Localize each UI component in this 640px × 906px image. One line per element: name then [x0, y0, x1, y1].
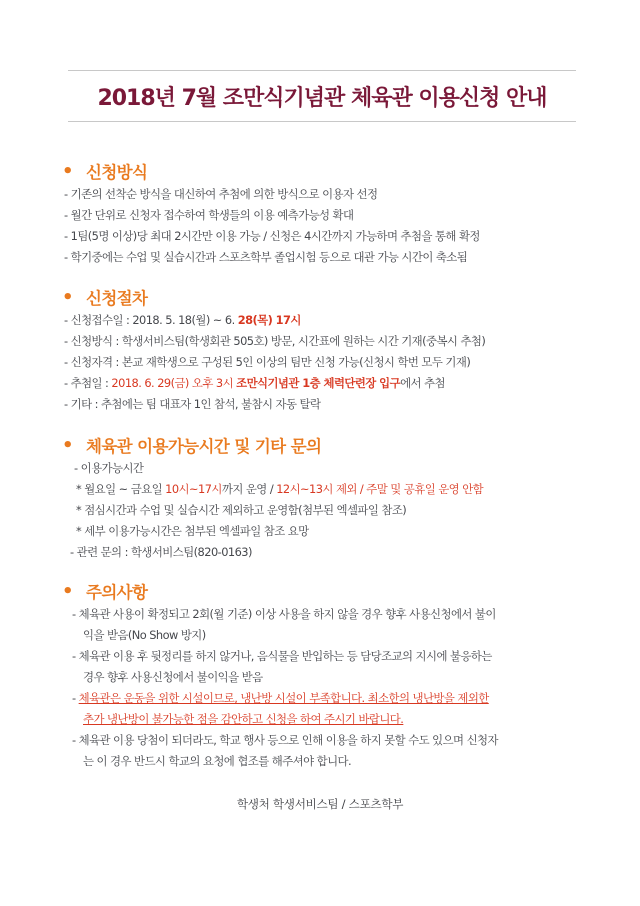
- section-body: [0, 604, 640, 772]
- bullet-dot-icon: •: [62, 434, 73, 456]
- footer-signature: 학생처 학생서비스팀 / 스포츠학부: [236, 797, 404, 811]
- bullet-dot-icon: •: [62, 580, 73, 602]
- list-item: - 학기중에는 수업 및 실습시간과 스포츠학부 졸업시험 등으로 대관 가능 시간이 축소됨: [64, 250, 468, 264]
- section-body: [0, 310, 640, 415]
- hvac-notice: 체육관은 운동을 위한 시설이므로, 냉난방 시설이 부족합니다. 최소한의 냉난방을 제외한: [78, 691, 489, 705]
- draw-location: 조만식기념관 1층 체력단련장 입구: [236, 376, 401, 390]
- section-heading: [0, 578, 640, 604]
- draw-suffix: 에서 추첨: [400, 376, 445, 390]
- list-item: [64, 310, 640, 331]
- section-body: [0, 184, 640, 268]
- list-item: [72, 688, 640, 709]
- list-item: * 점심시간과 수업 및 실습시간 제외하고 운영함(첨부된 엑셀파일 참조): [76, 503, 407, 517]
- bullet-dot-icon: •: [62, 160, 73, 182]
- list-dash: -: [72, 691, 79, 705]
- section-available-hours: [0, 432, 640, 563]
- section-heading-text: 주의사항: [86, 583, 148, 602]
- list-item-continuation: 익을 받음(No Show 방지): [83, 628, 206, 642]
- list-item: - 체육관 이용 후 뒷정리를 하지 않거나, 음식물을 반입하는 등 담당조교의 지시에 불응하는: [72, 649, 492, 663]
- list-item: - 체육관 이용 당첨이 되더라도, 학교 행사 등으로 인해 이용을 하지 못할 수도 있으며 신청자: [72, 733, 498, 747]
- list-item: - 1팀(5명 이상)당 최대 2시간만 이용 가능 / 신청은 4시간까지 가능하며 추첨을 통해 확정: [64, 229, 480, 243]
- section-body: [0, 458, 640, 563]
- draw-date-label: - 추첨일 :: [64, 376, 112, 390]
- operating-hours: 10시~17시: [165, 482, 222, 496]
- draw-date: 2018. 6. 29(금) 오후 3시: [111, 376, 237, 390]
- section-application-method: [0, 158, 640, 268]
- list-item-continuation: 경우 향후 사용신청에서 불이익을 받음: [83, 670, 263, 684]
- list-item: - 신청자격 : 본교 재학생으로 구성된 5인 이상의 팀만 신청 가능(신청시 학번 모두 기재): [64, 355, 471, 369]
- section-precautions: [0, 578, 640, 772]
- list-item: - 월간 단위로 신청자 접수하여 학생들의 이용 예측가능성 확대: [64, 208, 354, 222]
- list-item-continuation: 는 이 경우 반드시 학교의 요청에 협조를 해주셔야 합니다.: [83, 754, 352, 768]
- hvac-notice-continued: 추가 냉난방이 불가능한 점을 감안하고 신청을 하여 주시기 바랍니다.: [83, 712, 404, 726]
- list-item: - 체육관 사용이 확정되고 2회(월 기준) 이상 사용을 하지 않을 경우 향후 사용신청에서 불이: [72, 607, 496, 621]
- closed-hours: 12시~13시 제외 / 주말 및 공휴일 운영 안함: [276, 482, 484, 496]
- section-heading-text: 체육관 이용가능시간 및 기타 문의: [86, 437, 322, 456]
- section-heading-text: 신청절차: [86, 289, 148, 308]
- list-item-continuation: [72, 709, 640, 730]
- bullet-dot-icon: •: [62, 286, 73, 308]
- section-heading-text: 신청방식: [86, 163, 148, 182]
- receipt-deadline: 28(목) 17시: [237, 313, 301, 327]
- page-title: 2018년 7월 조만식기념관 체육관 이용신청 안내: [97, 85, 547, 111]
- list-item: [74, 479, 640, 500]
- title-block: [68, 70, 576, 122]
- section-heading: [0, 284, 640, 310]
- section-application-procedure: [0, 284, 640, 415]
- list-item: * 세부 이용가능시간은 첨부된 엑셀파일 참조 요망: [76, 524, 309, 538]
- section-heading: [0, 432, 640, 458]
- operating-suffix: 까지 운영 /: [221, 482, 277, 496]
- receipt-period-label: - 신청접수일 : 2018. 5. 18(월) ~ 6.: [64, 313, 238, 327]
- list-item: - 관련 문의 : 학생서비스팀(820-0163): [70, 545, 252, 559]
- list-item: - 신청방식 : 학생서비스팀(학생회관 505호) 방문, 시간표에 원하는 시간 기재(중복시 추첨): [64, 334, 486, 348]
- list-item: - 기타 : 추첨에는 팀 대표자 1인 참석, 불참시 자동 탈락: [64, 397, 321, 411]
- section-heading: [0, 158, 640, 184]
- list-item: [64, 373, 640, 394]
- weekday-label: * 월요일 ~ 금요일: [76, 482, 166, 496]
- list-item: - 기존의 선착순 방식을 대신하여 추첨에 의한 방식으로 이용자 선정: [64, 187, 378, 201]
- list-item: - 이용가능시간: [74, 461, 144, 475]
